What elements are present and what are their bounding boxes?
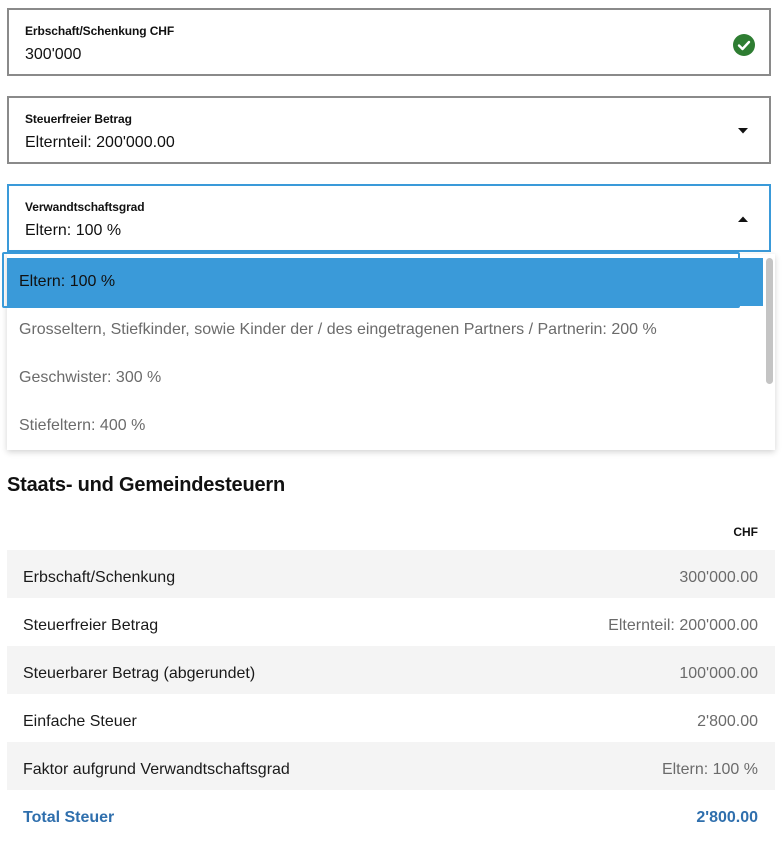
total-label: Total Steuer (23, 809, 115, 826)
table-row (7, 550, 775, 598)
table-row (7, 694, 775, 742)
exemption-select[interactable] (7, 96, 771, 164)
total-value: 2'800.00 (696, 809, 758, 826)
relationship-dropdown-list[interactable] (7, 254, 775, 450)
row-value: Elternteil: 200'000.00 (608, 617, 758, 634)
check-circle-icon (733, 34, 755, 56)
relationship-select-value: Eltern: 100 % (25, 222, 122, 239)
row-value: 100'000.00 (679, 665, 758, 682)
row-label: Faktor aufgrund Verwandtschaftsgrad (23, 761, 290, 778)
table-row (7, 598, 775, 646)
dropdown-option[interactable]: Geschwister: 300 % (19, 369, 162, 386)
row-label: Erbschaft/Schenkung (23, 569, 176, 586)
total-row (7, 790, 775, 838)
relationship-select[interactable] (7, 184, 771, 252)
row-value: 2'800.00 (697, 713, 758, 730)
section-title: Staats- und Gemeindesteuern (7, 474, 285, 496)
dropdown-scrollbar[interactable] (766, 258, 773, 384)
tax-table (7, 550, 775, 838)
amount-field-value[interactable]: 300'000 (25, 46, 82, 63)
dropdown-option[interactable]: Grosseltern, Stiefkinder, sowie Kinder der / des eingetragenen Partners / Partnerin: 200 % (19, 321, 657, 338)
table-row (7, 646, 775, 694)
relationship-select-label: Verwandtschaftsgrad (25, 200, 145, 214)
dropdown-option[interactable]: Eltern: 100 % (7, 258, 763, 306)
exemption-select-value: Elternteil: 200'000.00 (25, 134, 175, 151)
row-value: 300'000.00 (679, 569, 758, 586)
table-row (7, 742, 775, 790)
caret-down-icon[interactable] (737, 127, 749, 135)
row-label: Einfache Steuer (23, 713, 137, 730)
dropdown-option[interactable]: Stiefeltern: 400 % (19, 417, 146, 434)
amount-field[interactable] (7, 8, 771, 76)
caret-up-icon[interactable] (737, 215, 749, 223)
amount-field-label: Erbschaft/Schenkung CHF (25, 24, 175, 38)
row-value: Eltern: 100 % (661, 761, 758, 778)
currency-column-header: CHF (733, 525, 758, 539)
row-label: Steuerfreier Betrag (23, 617, 159, 634)
row-label: Steuerbarer Betrag (abgerundet) (23, 665, 256, 682)
exemption-select-label: Steuerfreier Betrag (25, 112, 132, 126)
